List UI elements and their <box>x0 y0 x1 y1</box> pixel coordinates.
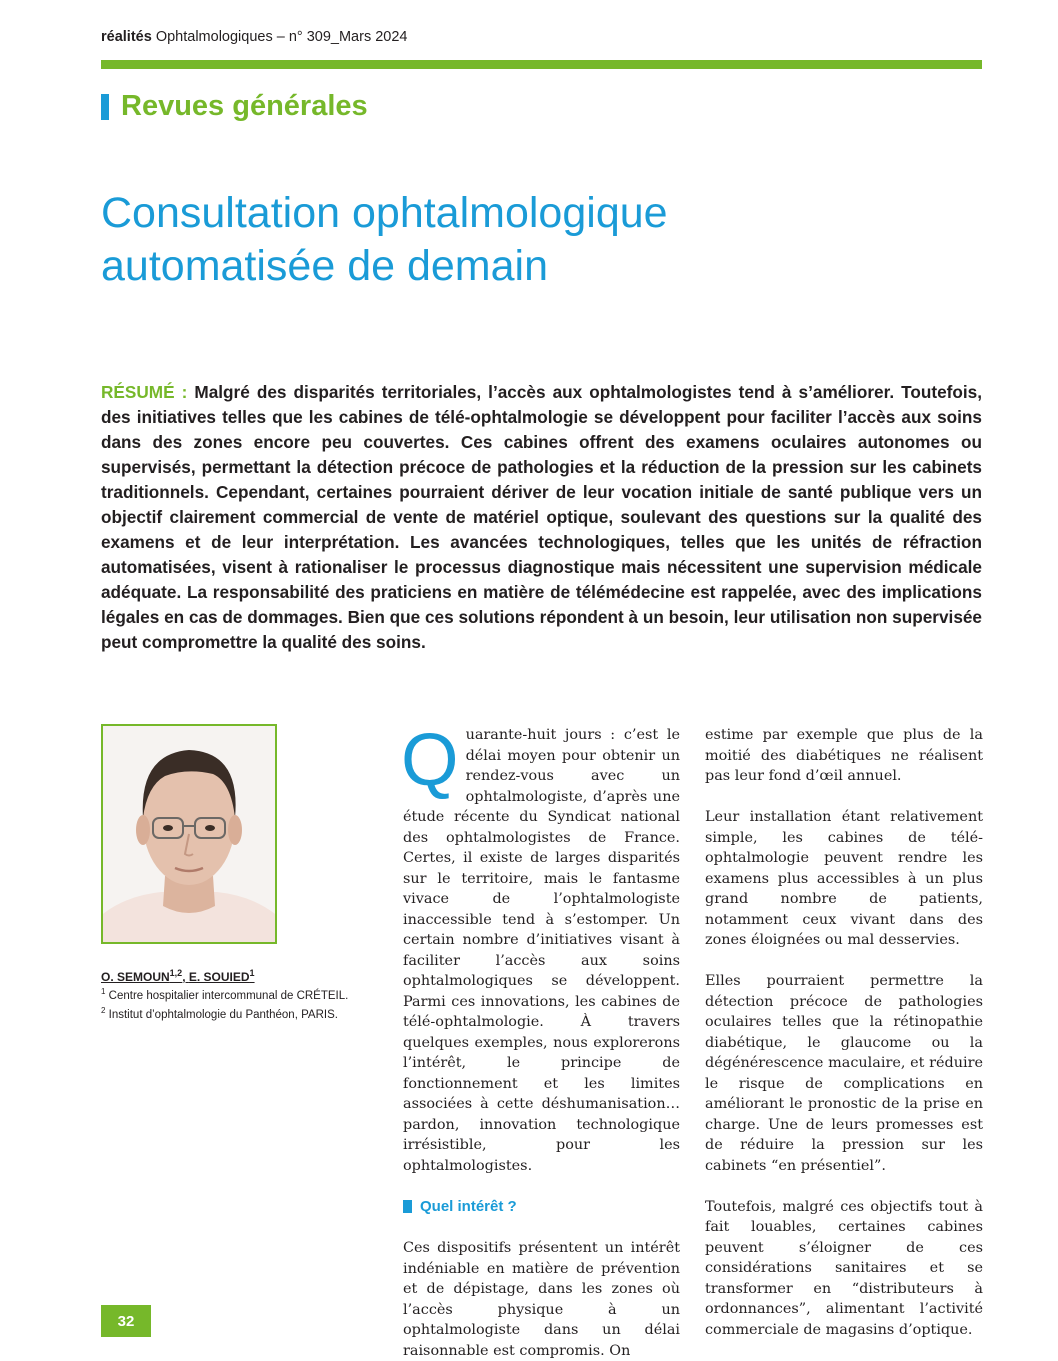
journal-brand: réalités <box>101 29 152 45</box>
paragraph-4: Leur installation étant relativement simple, les cabines de télé-ophtalmologie peuvent rendre les examens plus accessibles à un plus grand nombre de patients, notamment ceux vivant dans des zones éloignées ou mal desservies. <box>705 809 983 948</box>
affiliation-1-num: 1 <box>101 987 106 996</box>
body-column-right <box>705 725 983 1361</box>
top-rule <box>101 60 982 69</box>
paragraph-intro-text: uarante-huit jours : c’est le délai moyen pour obtenir un rendez-vous avec un ophtalmologiste, d’après une étude récente du Syndicat national des ophtalmologistes de France. Certes, il existe de larges disparités sur le territoire, mais le fantasme vivace de l’ophtalmologiste inaccessible tend à s’estomper. Un certain nombre d’initiatives visant à faciliter l’accès aux soins ophtalmologiques se développent. Parmi ces innovations, les cabines de télé-ophtalmologie. À travers quelques exemples, nous explorerons l’intérêt, le principe de fonctionnement et les limites associées à cette déshumanisation… pardon, innovation technologique irrésistible, pour les ophtalmologistes. <box>403 727 680 1174</box>
page-number: 32 <box>101 1305 151 1337</box>
author-block <box>101 968 391 1022</box>
abstract-label: RÉSUMÉ : <box>101 382 188 402</box>
title-line-1: Consultation ophtalmologique <box>101 189 668 237</box>
abstract-text: Malgré des disparités territoriales, l’accès aux ophtalmologistes tend à s’améliorer. Toutefois, des initiatives telles que les cabines de télé-ophtalmologie se développent pour faciliter l’accès aux soins dans des zones encore peu couvertes. Ces cabines offrent des examens oculaires autonomes ou supervisés, permettant la détection précoce de pathologies et la réduction de la pression sur les cabinets traditionnels. Cependant, certaines pourraient dériver de leur vocation initiale de santé publique vers un objectif clairement commercial de vente de matériel optique, soulevant des questions sur la qualité des examens et de leur interprétation. Les avancées technologiques, telles que les unités de réfraction automatisées, visent à rationaliser le processus diagnostique mais nécessitent une supervision médicale adéquate. La responsabilité des praticiens en matière de télémédecine est rappelée, avec des implications légales en cas de dommages. Bien que ces solutions répondent à un besoin, leur utilisation non supervisée peut compromettre la qualité des soins. <box>101 382 982 652</box>
title-line-2: automatisée de demain <box>101 242 549 290</box>
author-1-affil: 1,2 <box>169 968 183 978</box>
issue-info: Ophtalmologiques – n° 309_Mars 2024 <box>151 29 408 45</box>
affiliation-1 <box>101 985 391 1003</box>
affiliation-2-num: 2 <box>101 1005 106 1015</box>
section-label <box>101 90 368 123</box>
subheading <box>403 1197 680 1218</box>
body-column-middle <box>401 718 680 1361</box>
subheading-text: Quel intérêt ? <box>420 1197 517 1215</box>
paragraph-intro <box>401 718 680 1176</box>
abstract <box>101 380 982 655</box>
affiliation-2 <box>101 1004 391 1022</box>
author-portrait-image <box>103 726 275 942</box>
author-separator: , <box>182 970 189 984</box>
drop-cap: Q <box>401 718 459 801</box>
affiliation-2-text: Institut d’ophtalmologie du Panthéon, PARIS. <box>105 1008 338 1021</box>
author-2: E. SOUIED <box>188 970 250 984</box>
section-marker <box>101 94 109 120</box>
affiliation-1-text: Centre hospitalier intercommunal de CRÉTEIL. <box>105 989 349 1002</box>
paragraph-2: Ces dispositifs présentent un intérêt indéniable en matière de prévention et de dépistage, dans les zones où l’accès physique à un ophtalmologiste dans un délai raisonnable est compromis. On <box>403 1240 680 1359</box>
author-1: O. SEMOUN <box>101 970 170 984</box>
author-names <box>101 968 391 984</box>
subheading-marker <box>403 1200 412 1213</box>
paragraph-6: Toutefois, malgré ces objectifs tout à fait louables, certaines cabines peuvent s’éloigner de ces considérations sanitaires et se transformer en “distributeurs à ordonnances”, alimentant l’activité commerciale de magasins d’optique. <box>705 1198 983 1338</box>
author-2-affil: 1 <box>249 968 255 978</box>
author-photo <box>101 724 277 944</box>
article-title <box>101 187 961 293</box>
section-label-text: Revues générales <box>121 90 368 122</box>
paragraph-5: Elles pourraient permettre la détection précoce de pathologies oculaires telles que la rétinopathie diabétique, le glaucome ou la dégénérescence maculaire, et réduire le risque de complications en améliorant le pronostic de la prise en charge. Une de leurs promesses est de réduire la pression sur les cabinets “en présentiel”. <box>705 973 983 1174</box>
running-head <box>101 29 407 45</box>
paragraph-3: estime par exemple que plus de la moitié des diabétiques ne réalisent pas leur fond d’œil annuel. <box>705 727 983 784</box>
